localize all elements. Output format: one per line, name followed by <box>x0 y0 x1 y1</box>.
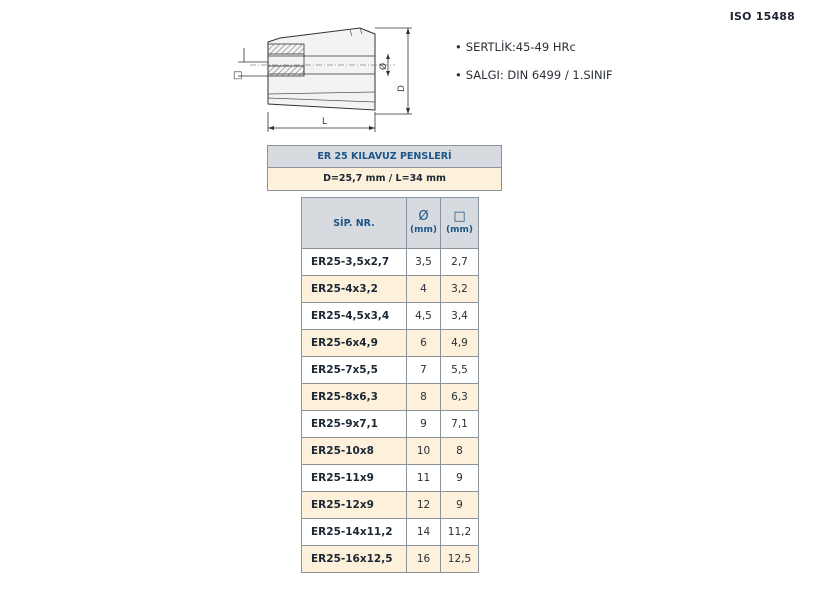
table-row <box>302 384 479 411</box>
table-row <box>302 276 479 303</box>
product-dimensions: D=25,7 mm / L=34 mm <box>268 168 501 190</box>
spec-runout: • SALGI: DIN 6499 / 1.SINIF <box>455 68 613 82</box>
collet-technical-drawing <box>230 20 430 135</box>
square-unit: (mm) <box>446 225 473 235</box>
table-row <box>302 492 479 519</box>
table-row <box>302 303 479 330</box>
diameter-cell: 12 <box>407 492 441 519</box>
table-row <box>302 546 479 573</box>
diameter-cell: 3,5 <box>407 249 441 276</box>
diameter-cell: 8 <box>407 384 441 411</box>
header-order-number: SİP. NR. <box>302 198 407 249</box>
order-number-cell: ER25-7x5,5 <box>302 357 407 384</box>
square-cell: 2,7 <box>441 249 479 276</box>
diameter-cell: 7 <box>407 357 441 384</box>
iso-standard-label: ISO 15488 <box>729 10 795 23</box>
order-number-cell: ER25-4x3,2 <box>302 276 407 303</box>
order-number-cell: ER25-10x8 <box>302 438 407 465</box>
square-cell: 5,5 <box>441 357 479 384</box>
table-row <box>302 519 479 546</box>
table-row <box>302 438 479 465</box>
table-row <box>302 465 479 492</box>
order-number-cell: ER25-14x11,2 <box>302 519 407 546</box>
product-title-box <box>267 145 502 191</box>
square-cell: 7,1 <box>441 411 479 438</box>
header-diameter <box>407 198 441 249</box>
length-label: L <box>322 117 328 127</box>
square-cell: 3,2 <box>441 276 479 303</box>
order-number-cell: ER25-11x9 <box>302 465 407 492</box>
header-square <box>441 198 479 249</box>
table-row <box>302 357 479 384</box>
square-cell: 9 <box>441 492 479 519</box>
diameter-symbol: Ø <box>418 209 429 224</box>
square-symbol: □ <box>453 209 466 224</box>
diameter-cell: 9 <box>407 411 441 438</box>
order-number-cell: ER25-6x4,9 <box>302 330 407 357</box>
square-cell: 11,2 <box>441 519 479 546</box>
diameter-cell: 4,5 <box>407 303 441 330</box>
order-number-cell: ER25-16x12,5 <box>302 546 407 573</box>
square-cell: 8 <box>441 438 479 465</box>
table-row <box>302 249 479 276</box>
table-row <box>302 330 479 357</box>
square-cell: 4,9 <box>441 330 479 357</box>
spec-hardness: • SERTLİK:45-49 HRc <box>455 40 613 54</box>
diameter-cell: 4 <box>407 276 441 303</box>
order-number-cell: ER25-4,5x3,4 <box>302 303 407 330</box>
order-number-cell: ER25-9x7,1 <box>302 411 407 438</box>
table-header-row <box>302 198 479 249</box>
order-number-cell: ER25-3,5x2,7 <box>302 249 407 276</box>
order-number-cell: ER25-8x6,3 <box>302 384 407 411</box>
diameter-cell: 10 <box>407 438 441 465</box>
collet-size-table <box>301 197 479 573</box>
square-label: □ <box>233 70 243 81</box>
bore-diameter-label: Ø <box>379 62 389 70</box>
product-title: ER 25 KILAVUZ PENSLERİ <box>268 146 501 168</box>
diameter-cell: 6 <box>407 330 441 357</box>
order-number-cell: ER25-12x9 <box>302 492 407 519</box>
square-cell: 12,5 <box>441 546 479 573</box>
diameter-cell: 14 <box>407 519 441 546</box>
spec-list <box>455 40 613 96</box>
square-cell: 6,3 <box>441 384 479 411</box>
square-cell: 3,4 <box>441 303 479 330</box>
square-cell: 9 <box>441 465 479 492</box>
table-row <box>302 411 479 438</box>
diameter-cell: 16 <box>407 546 441 573</box>
diameter-unit: (mm) <box>410 225 437 235</box>
outer-diameter-label: D <box>397 85 407 92</box>
diameter-cell: 11 <box>407 465 441 492</box>
